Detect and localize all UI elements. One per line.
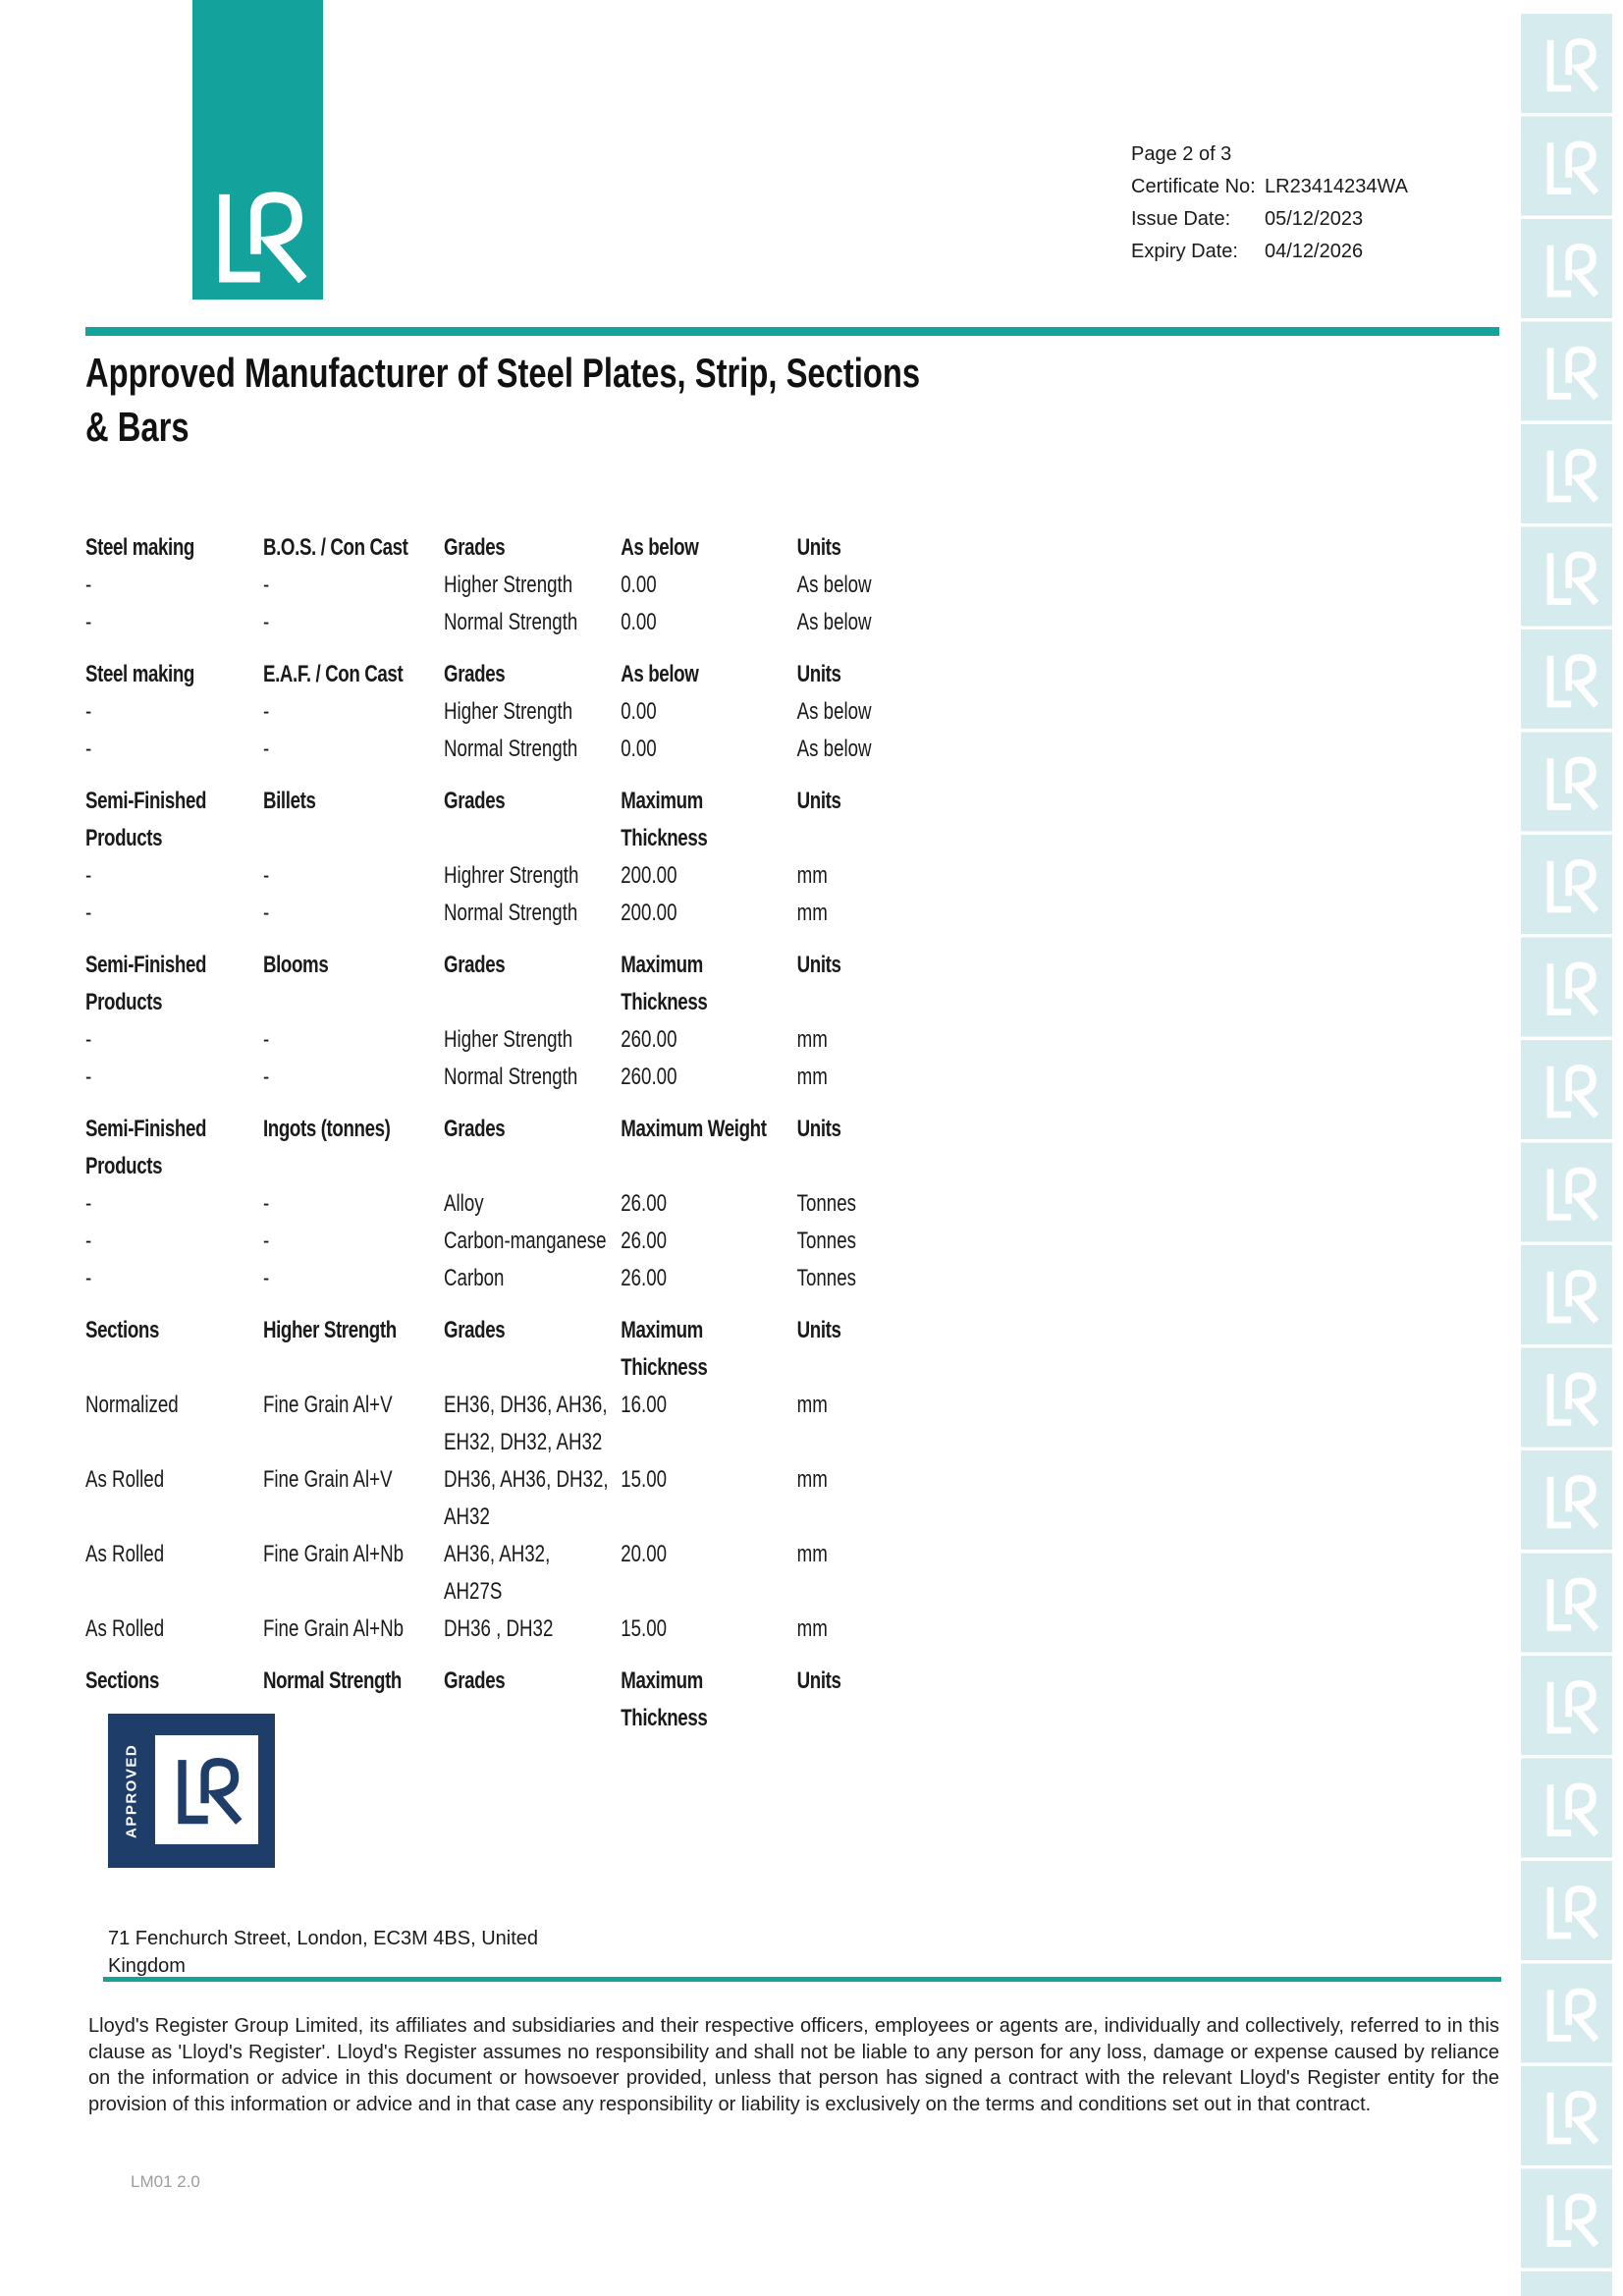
table-cell: -: [262, 1064, 270, 1090]
issue-date-value: 05/12/2023: [1265, 208, 1364, 230]
table-header-cell: Billets: [262, 788, 316, 814]
table-cell: Alloy: [444, 1190, 484, 1217]
table-cell: -: [85, 572, 92, 598]
approved-stamp: [108, 1714, 275, 1868]
table-header-row: [85, 783, 1499, 857]
table-cell: -: [85, 609, 92, 635]
table-row: [85, 1387, 1499, 1461]
table-section: [85, 1312, 1499, 1648]
table-section: [85, 529, 1499, 641]
table-header-cell: Units: [796, 788, 841, 814]
table-header-row: [85, 656, 1499, 693]
table-row: [85, 857, 1499, 895]
table-cell: 26.00: [621, 1228, 668, 1254]
table-cell: Tonnes: [796, 1190, 856, 1217]
table-header-cell: Semi-Finished Products: [85, 788, 207, 851]
table-cell: As Rolled: [85, 1466, 165, 1493]
table-cell: Normal Strength: [444, 1064, 578, 1090]
table-header-cell: Units: [796, 952, 841, 978]
table-cell: EH36, DH36, AH36, EH32, DH32, AH32: [444, 1392, 608, 1455]
table-header-cell: Maximum Weight: [621, 1116, 767, 1142]
table-header-cell: Units: [796, 1317, 841, 1343]
table-header-cell: Steel making: [85, 534, 194, 561]
table-cell: mm: [796, 1466, 828, 1493]
top-divider: [85, 327, 1499, 336]
table-header-cell: Maximum Thickness: [621, 1667, 708, 1731]
table-cell: 260.00: [621, 1064, 677, 1090]
table-cell: As below: [796, 572, 872, 598]
table-cell: -: [85, 736, 92, 762]
table-cell: Highrer Strength: [444, 862, 579, 889]
table-cell: -: [262, 572, 270, 598]
table-header-cell: Blooms: [262, 952, 329, 978]
table-header-cell: As below: [621, 534, 699, 561]
table-cell: -: [262, 1265, 270, 1291]
table-row: [85, 1536, 1499, 1611]
table-row: [85, 567, 1499, 604]
table-cell: Tonnes: [796, 1265, 856, 1291]
table-cell: -: [85, 1064, 92, 1090]
table-cell: mm: [796, 1615, 828, 1642]
table-section: [85, 656, 1499, 768]
table-cell: 26.00: [621, 1265, 668, 1291]
issue-date-label: Issue Date:: [1131, 208, 1231, 230]
table-header-cell: Maximum Thickness: [621, 788, 708, 851]
table-row: [85, 1461, 1499, 1536]
table-cell: DH36 , DH32: [444, 1615, 554, 1642]
table-cell: 0.00: [621, 609, 657, 635]
table-header-cell: Sections: [85, 1317, 160, 1343]
table-cell: Higher Strength: [444, 698, 573, 725]
table-header-cell: Units: [796, 534, 841, 561]
table-cell: -: [262, 900, 270, 926]
table-cell: mm: [796, 1064, 828, 1090]
table-cell: Tonnes: [796, 1228, 856, 1254]
table-cell: 26.00: [621, 1190, 668, 1217]
table-cell: mm: [796, 862, 828, 889]
table-cell: -: [85, 900, 92, 926]
table-cell: -: [262, 1026, 270, 1053]
certificate-no-label: Certificate No:: [1131, 176, 1256, 197]
table-section: [85, 947, 1499, 1096]
table-cell: Normal Strength: [444, 609, 578, 635]
table-header-cell: E.A.F. / Con Cast: [262, 661, 404, 687]
table-header-cell: Units: [796, 1116, 841, 1142]
certificate-meta: [1131, 138, 1408, 268]
form-reference: LM01 2.0: [131, 2172, 200, 2191]
table-row: [85, 1223, 1499, 1260]
table-header-cell: Grades: [444, 661, 506, 687]
table-cell: As below: [796, 698, 872, 725]
table-cell: -: [85, 862, 92, 889]
page-title: Approved Manufacturer of Steel Plates, Strip, Sections & Bars: [85, 350, 921, 450]
table-cell: -: [262, 1190, 270, 1217]
table-header-cell: Grades: [444, 1317, 506, 1343]
table-cell: Carbon-manganese: [444, 1228, 607, 1254]
expiry-date-label: Expiry Date:: [1131, 241, 1238, 262]
table-header-cell: Semi-Finished Products: [85, 952, 207, 1015]
table-cell: -: [85, 1026, 92, 1053]
table-cell: -: [262, 862, 270, 889]
table-row: [85, 1611, 1499, 1648]
certificate-no-value: LR23414234WA: [1265, 176, 1409, 197]
table-cell: 20.00: [621, 1541, 668, 1567]
table-cell: -: [85, 698, 92, 725]
table-cell: mm: [796, 1541, 828, 1567]
table-cell: 200.00: [621, 862, 677, 889]
table-header-cell: Maximum Thickness: [621, 952, 708, 1015]
table-cell: -: [85, 1190, 92, 1217]
table-cell: 0.00: [621, 698, 657, 725]
table-section: [85, 1111, 1499, 1297]
table-cell: Higher Strength: [444, 572, 573, 598]
table-row: [85, 731, 1499, 768]
table-cell: -: [262, 736, 270, 762]
table-cell: AH36, AH32, AH27S: [444, 1541, 551, 1605]
table-header-cell: Units: [796, 1667, 841, 1694]
company-address: 71 Fenchurch Street, London, EC3M 4BS, United Kingdom: [108, 1928, 539, 1977]
lr-stamp-icon: [155, 1735, 258, 1844]
table-cell: mm: [796, 1392, 828, 1418]
table-header-cell: Maximum Thickness: [621, 1317, 708, 1381]
table-row: [85, 693, 1499, 731]
approval-table: [85, 529, 1499, 1737]
table-header-cell: Sections: [85, 1667, 160, 1694]
table-cell: 260.00: [621, 1026, 677, 1053]
table-cell: -: [262, 1228, 270, 1254]
table-cell: 15.00: [621, 1466, 668, 1493]
table-cell: 200.00: [621, 900, 677, 926]
table-section: [85, 1663, 1499, 1737]
legal-disclaimer: Lloyd's Register Group Limited, its affiliates and subsidiaries and their respective officers, employees or agents are, individually and collectively, referred to in this clause as 'Lloyd's Register'. Lloyd's Register assumes no responsibility and shall not be liable to any person for any loss, damage or expense caused by reliance on the information or advice in this document or howsoever provided, unless that person has signed a contract with the relevant Lloyd's Register entity for the provision of this information or advice and in that case any responsibility or liability is exclusively on the terms and conditions set out in that contract.: [88, 2015, 1499, 2115]
table-header-cell: Ingots (tonnes): [262, 1116, 391, 1142]
table-header-cell: Grades: [444, 1116, 506, 1142]
table-header-row: [85, 1312, 1499, 1387]
table-section: [85, 783, 1499, 932]
table-cell: As Rolled: [85, 1615, 165, 1642]
table-cell: -: [262, 609, 270, 635]
approved-stamp-label: APPROVED: [123, 1743, 140, 1838]
table-cell: Fine Grain Al+Nb: [262, 1541, 405, 1567]
table-cell: As Rolled: [85, 1541, 165, 1567]
table-cell: Normal Strength: [444, 736, 578, 762]
table-cell: Higher Strength: [444, 1026, 573, 1053]
table-header-row: [85, 1663, 1499, 1737]
table-cell: 0.00: [621, 736, 657, 762]
table-row: [85, 1185, 1499, 1223]
table-cell: Normal Strength: [444, 900, 578, 926]
table-header-cell: Higher Strength: [262, 1317, 397, 1343]
table-cell: 0.00: [621, 572, 657, 598]
table-cell: Fine Grain Al+Nb: [262, 1615, 405, 1642]
table-header-cell: Units: [796, 661, 841, 687]
table-cell: mm: [796, 1026, 828, 1053]
table-header-cell: Grades: [444, 534, 506, 561]
table-header-cell: Grades: [444, 952, 506, 978]
table-cell: As below: [796, 609, 872, 635]
table-header-cell: Semi-Finished Products: [85, 1116, 207, 1179]
table-cell: Fine Grain Al+V: [262, 1392, 393, 1418]
table-cell: DH36, AH36, DH32, AH32: [444, 1466, 609, 1530]
table-row: [85, 604, 1499, 641]
table-header-row: [85, 529, 1499, 567]
table-header-row: [85, 1111, 1499, 1185]
page-indicator: Page 2 of 3: [1131, 143, 1232, 165]
expiry-date-value: 04/12/2026: [1265, 241, 1364, 262]
table-cell: Carbon: [444, 1265, 505, 1291]
table-cell: Fine Grain Al+V: [262, 1466, 393, 1493]
lr-watermark-column-icon: [1521, 14, 1612, 2296]
table-header-cell: Grades: [444, 1667, 506, 1694]
table-header-row: [85, 947, 1499, 1021]
table-row: [85, 1021, 1499, 1059]
table-header-cell: Normal Strength: [262, 1667, 403, 1694]
table-cell: -: [85, 1265, 92, 1291]
table-cell: mm: [796, 900, 828, 926]
table-cell: 16.00: [621, 1392, 668, 1418]
table-header-cell: As below: [621, 661, 699, 687]
table-header-cell: Grades: [444, 788, 506, 814]
table-cell: Normalized: [85, 1392, 179, 1418]
table-cell: As below: [796, 736, 872, 762]
bottom-divider: [103, 1977, 1501, 1982]
lr-logo-icon: [192, 0, 323, 300]
table-cell: 15.00: [621, 1615, 668, 1642]
table-row: [85, 1260, 1499, 1297]
table-row: [85, 895, 1499, 932]
table-cell: -: [262, 698, 270, 725]
table-header-cell: Steel making: [85, 661, 194, 687]
table-row: [85, 1059, 1499, 1096]
table-cell: -: [85, 1228, 92, 1254]
table-header-cell: B.O.S. / Con Cast: [262, 534, 408, 561]
